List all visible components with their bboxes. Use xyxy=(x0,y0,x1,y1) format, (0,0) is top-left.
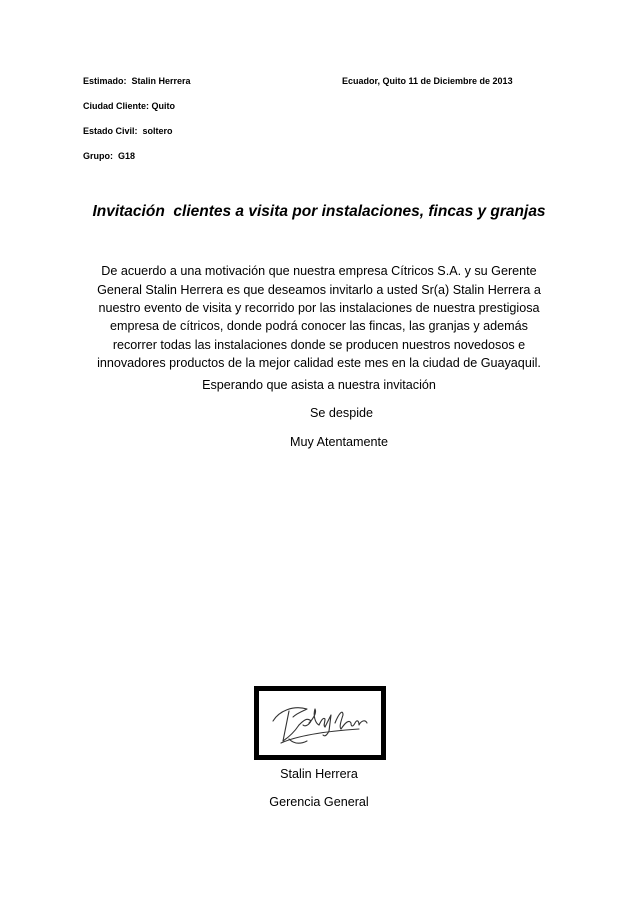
body-line: innovadores productos de la mejor calidad este mes en la ciudad de Guayaquil. xyxy=(97,356,541,370)
invitation-title: Invitación clientes a visita por instalaciones, fincas y granjas xyxy=(92,203,546,220)
body-line: nuestro evento de visita y recorrido por las instalaciones de nuestra prestigiosa xyxy=(98,301,540,315)
signature-image xyxy=(259,691,381,755)
greeting-recipient: Estimado: Stalin Herrera xyxy=(83,76,191,86)
body-line: recorrer todas las instalaciones donde se producen nuestros novedosos e xyxy=(112,338,526,352)
body-line: De acuerdo a una motivación que nuestra empresa Cítricos S.A. y su Gerente xyxy=(101,264,537,278)
closing-regards: Muy Atentamente xyxy=(289,435,388,449)
body-line: empresa de cítricos, donde podrá conocer las fincas, las granjas y además xyxy=(110,319,528,333)
date-location: Ecuador, Quito 11 de Diciembre de 2013 xyxy=(342,76,513,86)
closing-hope: Esperando que asista a nuestra invitación xyxy=(202,378,436,392)
group-code: Grupo: G18 xyxy=(83,151,136,161)
handwritten-signature-icon xyxy=(259,691,381,755)
signer-name: Stalin Herrera xyxy=(280,767,358,781)
signature-frame xyxy=(254,686,386,760)
body-line: General Stalin Herrera es que deseamos invitarlo a usted Sr(a) Stalin Herrera a xyxy=(97,283,541,297)
closing-farewell: Se despide xyxy=(309,406,374,420)
client-city: Ciudad Cliente: Quito xyxy=(83,101,175,111)
signer-role: Gerencia General xyxy=(269,795,369,809)
marital-status: Estado Civil: soltero xyxy=(83,126,173,136)
